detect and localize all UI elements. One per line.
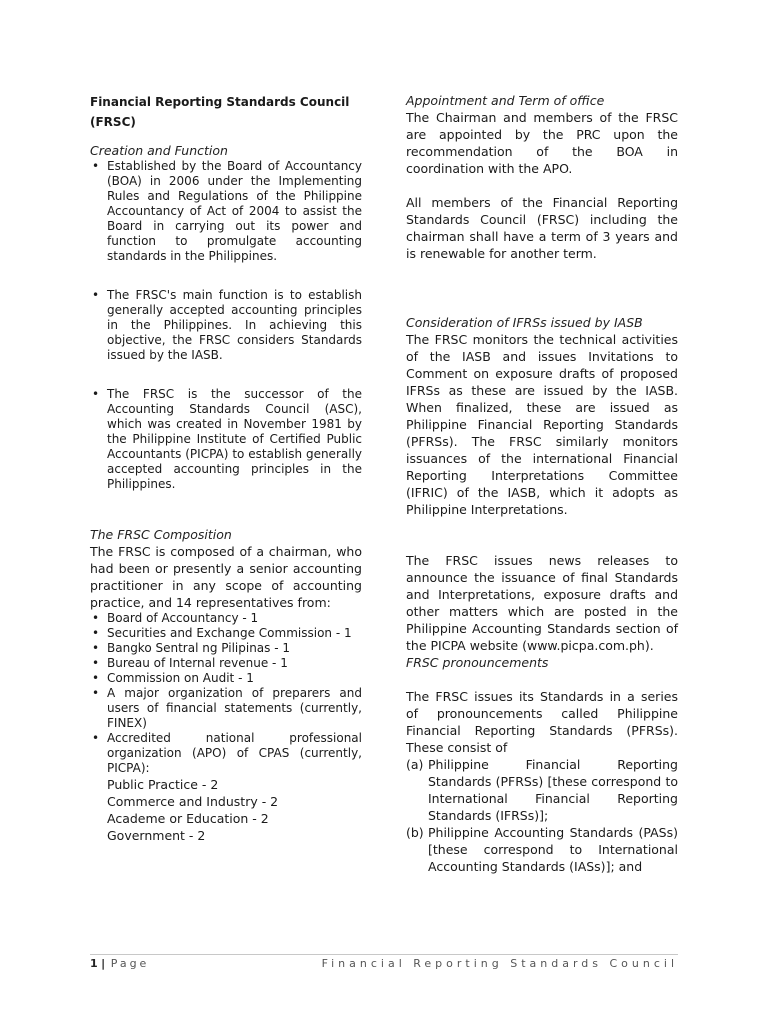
composition-intro: The FRSC is composed of a chairman, who had been or presently a senior accounting practitioner in any scope of accounting practice, and 14 representatives from: [90,544,362,610]
pronouncements-list [406,756,678,875]
page-footer [90,954,678,970]
appointment-paragraph: The Chairman and members of the FRSC are appointed by the PRC upon the recommendation of the BOA in coordination with the APO. [406,110,678,176]
page-label: Page [110,957,150,970]
composition-list [90,611,362,776]
apo-sub-item: Public Practice - 2 [107,777,219,792]
apo-sub-item: Academe or Education - 2 [107,811,269,826]
left-column [90,92,362,844]
list-item [406,824,678,875]
list-item: • Securities and Exchange Commission - 1 [90,626,362,641]
footer-title: Financial Reporting Standards Council [321,957,678,970]
document-title: Financial Reporting Standards Council (FRSC) [90,95,350,129]
creation-list [90,159,362,492]
list-item: • Board of Accountancy - 1 [90,611,362,626]
list-item: • Bangko Sentral ng Pilipinas - 1 [90,641,362,656]
list-text: Philippine Financial Reporting Standards (PFRSs) [these correspond to International Financial Reporting Standards (IFRSs)]; [428,757,678,823]
list-item: • Accredited national professional organization (APO) of CPAS (currently, PICPA): [90,731,362,776]
creation-heading: Creation and Function [90,143,228,158]
appointment-heading: Appointment and Term of office [406,93,605,108]
list-text: Philippine Accounting Standards (PASs) [these correspond to International Accounting Standards (IASs)]; and [428,825,678,874]
list-marker: (a) [406,757,424,772]
right-column [406,92,678,875]
apo-sub-item: Government - 2 [107,828,206,843]
pronouncements-heading: FRSC pronouncements [406,655,549,670]
list-item: • The FRSC is the successor of the Accounting Standards Council (ASC), which was created in November 1981 by the Philippine Institute of Certified Public Accountants (PICPA) to establish generally accepted accounting principles in the Philippines. [90,387,362,492]
page-number: 1 [90,957,98,970]
news-paragraph: The FRSC issues news releases to announce the issuance of final Standards and Interpretations, exposure drafts and other matters which are posted in the Philippine Accounting Standards section of the PICPA website (www.picpa.com.ph). [406,553,678,653]
list-item: • Commission on Audit - 1 [90,671,362,686]
footer-separator: | [101,957,106,970]
list-item: • A major organization of preparers and users of financial statements (currently, FINEX) [90,686,362,731]
list-item: • Bureau of Internal revenue - 1 [90,656,362,671]
list-item: • The FRSC's main function is to establish generally accepted accounting principles in the Philippines. In achieving this objective, the FRSC considers Standards issued by the IASB. [90,288,362,363]
ifrs-paragraph: The FRSC monitors the technical activities of the IASB and issues Invitations to Comment on exposure drafts of proposed IFRSs as these are issued by the IASB. When finalized, these are issued as Philippine Financial Reporting Standards (PFRSs). The FRSC similarly monitors issuances of the international Financial Reporting Interpretations Committee (IFRIC) of the IASB, which it adopts as Philippine Interpretations. [406,332,678,517]
apo-sub-item: Commerce and Industry - 2 [107,794,279,809]
list-item: • Established by the Board of Accountancy (BOA) in 2006 under the Implementing Rules and Regulations of the Philippine Accountancy of Act of 2004 to assist the Board in carrying out its power and function to promulgate accounting standards in the Philippines. [90,159,362,264]
ifrs-heading: Consideration of IFRSs issued by IASB [406,315,643,330]
list-marker: (b) [406,825,424,840]
term-paragraph: All members of the Financial Reporting Standards Council (FRSC) including the chairman shall have a term of 3 years and is renewable for another term. [406,195,678,261]
pronouncements-paragraph: The FRSC issues its Standards in a series of pronouncements called Philippine Financial Reporting Standards (PFRSs). These consist of [406,689,678,755]
composition-heading: The FRSC Composition [90,527,232,542]
list-item [406,756,678,824]
